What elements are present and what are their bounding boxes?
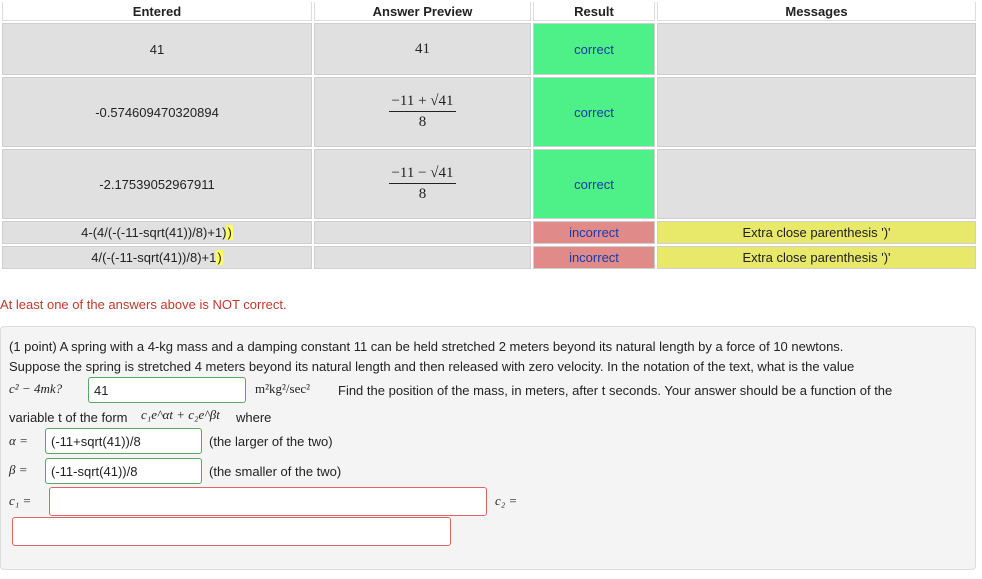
highlighted-paren: ) — [227, 225, 232, 240]
entered-cell: -2.17539052967911 — [2, 149, 312, 219]
c2-label: c₂ = — [495, 493, 518, 508]
preview-cell — [314, 77, 531, 147]
preview-cell — [314, 246, 531, 269]
entered-cell: 41 — [2, 23, 312, 75]
where-text: where — [236, 410, 272, 425]
entered-cell — [2, 221, 312, 244]
variable-form-text: variable t of the form — [9, 410, 128, 425]
entered-text: 4-(4/(-(-11-sqrt(41))/8)+1) — [81, 225, 227, 240]
beta-note: (the smaller of the two) — [209, 464, 342, 479]
problem-text-line3: Find the position of the mass, in meters, after t seconds. Your answer should be a function of the — [338, 383, 893, 398]
c2-input[interactable] — [12, 517, 451, 546]
fraction-numerator: −11 − √41 — [389, 165, 455, 184]
preview-fraction — [389, 165, 455, 203]
table-row — [2, 149, 976, 219]
result-cell: correct — [533, 23, 655, 75]
solution-form-expression: c₁e^αt + c₂e^βt — [141, 407, 220, 422]
problem-panel — [0, 326, 976, 570]
table-row — [2, 77, 976, 147]
alpha-input[interactable] — [45, 428, 202, 454]
message-cell: Extra close parenthesis ')' — [657, 246, 976, 269]
message-cell — [657, 23, 976, 75]
problem-text-line1: (1 point) A spring with a 4-kg mass and a damping constant 11 can be held stretched 2 meters beyond its natural length by a force of 10 newtons. — [9, 339, 844, 354]
table-row — [2, 221, 976, 244]
entered-cell: -0.574609470320894 — [2, 77, 312, 147]
highlighted-paren: ) — [217, 250, 222, 265]
results-table — [0, 0, 978, 271]
preview-cell — [314, 221, 531, 244]
header-row — [2, 2, 976, 21]
preview-fraction — [389, 93, 455, 131]
fraction-denominator: 8 — [418, 114, 427, 130]
c1-input[interactable] — [49, 487, 487, 516]
fraction-denominator: 8 — [418, 186, 427, 202]
result-cell: correct — [533, 77, 655, 147]
beta-input[interactable] — [45, 458, 202, 484]
entered-text: 4/(-(-11-sqrt(41))/8)+1 — [91, 250, 217, 265]
fraction-numerator: −11 + √41 — [389, 93, 455, 112]
c2-minus-4mk-expression: c² − 4mk? — [9, 381, 63, 396]
result-cell: incorrect — [533, 221, 655, 244]
preview-cell — [314, 23, 531, 75]
col-header-messages: Messages — [657, 2, 976, 21]
alpha-note: (the larger of the two) — [209, 434, 333, 449]
answer-c2-4mk-input[interactable] — [88, 377, 246, 403]
result-cell: correct — [533, 149, 655, 219]
preview-value: 41 — [415, 40, 430, 57]
beta-label: β = — [9, 462, 28, 477]
col-header-result: Result — [533, 2, 655, 21]
message-cell — [657, 77, 976, 147]
table-row — [2, 23, 976, 75]
col-header-preview: Answer Preview — [314, 2, 531, 21]
result-cell: incorrect — [533, 246, 655, 269]
not-correct-warning: At least one of the answers above is NOT correct. — [0, 297, 287, 312]
preview-cell — [314, 149, 531, 219]
c1-label: c₁ = — [9, 493, 32, 508]
problem-text-line2: Suppose the spring is stretched 4 meters beyond its natural length and then released with zero velocity. In the notation of the text, what is the value — [9, 359, 855, 374]
table-row — [2, 246, 976, 269]
message-cell — [657, 149, 976, 219]
message-cell: Extra close parenthesis ')' — [657, 221, 976, 244]
units-label: m²kg²/sec² — [255, 381, 311, 396]
entered-cell — [2, 246, 312, 269]
alpha-label: α = — [9, 433, 28, 448]
col-header-entered: Entered — [2, 2, 312, 21]
